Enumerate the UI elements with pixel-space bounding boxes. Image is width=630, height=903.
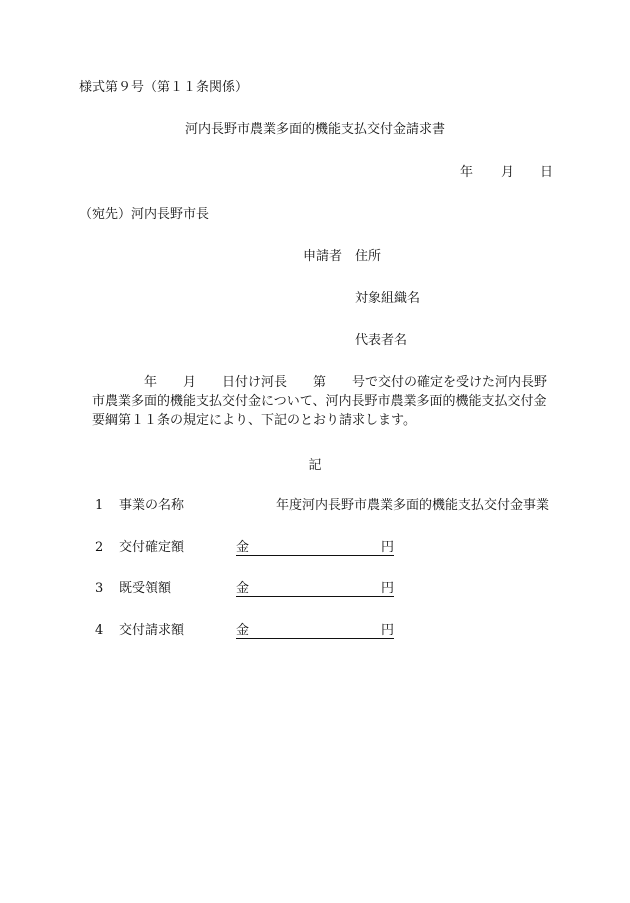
address-label: 住所 [355,249,382,264]
item-label-received-amount: 既受領額 [119,581,172,596]
item-number: 1 [95,498,104,513]
addressee: （宛先）河内長野市長 [79,207,210,222]
item-number: 3 [95,581,104,596]
item-label-requested-amount: 交付請求額 [119,623,185,638]
amount-prefix: 金 [236,540,250,555]
ki-heading: 記 [308,458,322,473]
item-number: 2 [95,540,104,555]
form-number: 様式第９号（第１１条関係） [79,80,249,95]
item-label-confirmed-amount: 交付確定額 [119,540,185,555]
item-number: 4 [95,623,104,638]
applicant-label: 申請者 [303,249,343,264]
date-year-label: 年 [460,165,474,180]
date-day-label: 日 [540,165,554,180]
date-month-label: 月 [501,165,515,180]
amount-prefix: 金 [236,623,250,638]
item-label-project-name: 事業の名称 [119,498,185,513]
amount-suffix: 円 [380,623,394,638]
organization-name-label: 対象組織名 [355,291,421,306]
body-text-line: 市農業多面的機能支払交付金について、河内長野市農業多面的機能支払交付金 [92,394,547,409]
body-text-line: 年 月 日付け河長 第 号で交付の確定を受けた河内長野 [92,375,548,390]
representative-name-label: 代表者名 [355,333,408,348]
body-text-line: 要綱第１１条の規定により、下記のとおり請求します。 [92,413,416,428]
document-title: 河内長野市農業多面的機能支払交付金請求書 [184,122,445,137]
amount-prefix: 金 [236,581,250,596]
requested-amount-field [236,624,394,639]
amount-suffix: 円 [380,540,394,555]
confirmed-amount-field [236,541,394,556]
project-name-value: 年度河内長野市農業多面的機能支払交付金事業 [276,498,550,513]
received-amount-field [236,582,394,597]
amount-suffix: 円 [380,581,394,596]
